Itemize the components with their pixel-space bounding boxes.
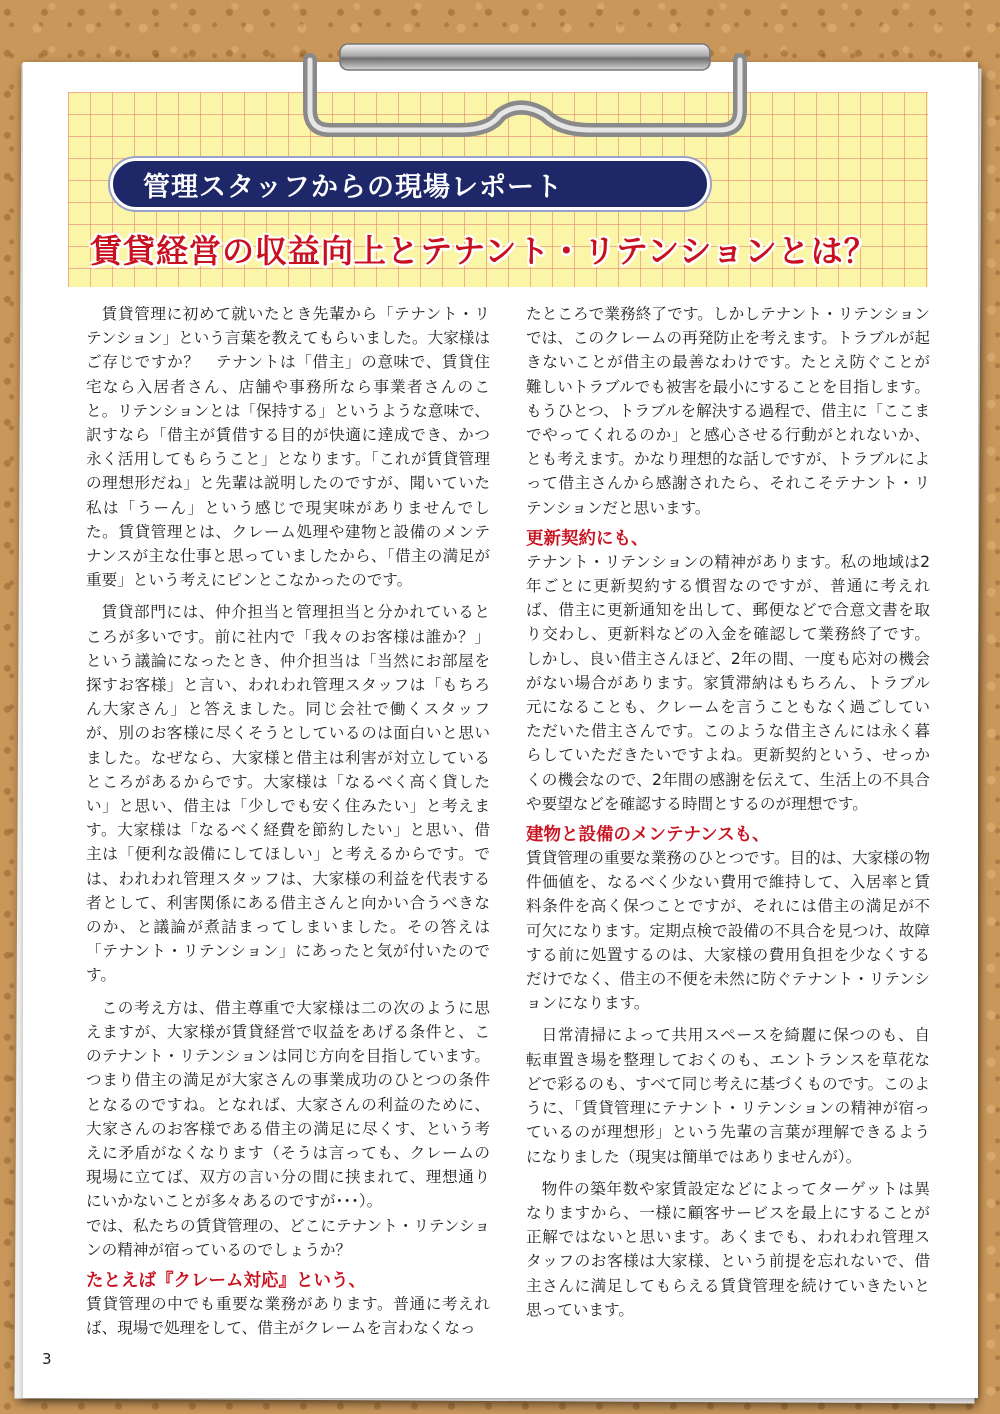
article-column-right [526,302,930,1330]
page-headline: 賃貸経営の収益向上とテナント・リテンションとは？ [90,232,877,270]
section-heading: たとえば『クレーム対応』という、 [86,1270,366,1291]
paragraph: この考え方は、借主尊重で大家様は二の次のように思えますが、大家様が賃貸経営で収益をあげる条件と、このテナント・リテンションは同じ方向を目指しています。つまり借主の満足が大家さんの事業成功のひとつの条件となるのですね。となれば、大家さんの利益のために、大家さんのお客様である借主の満足に尽くす、という考えに矛盾がなくなります（そうは言っても、クレームの現場に立てば、双方の言い分の間に挟まれて、理想通りにいかないことが多々あるのですが･･･）。 [86,998,490,1211]
paragraph: 賃貸部門には、仲介担当と管理担当と分かれているところが多いです。前に社内で「我々のお客様は誰か？」という議論になったとき、仲介担当は「当然にお部屋を探すお客様」と言い、われわれ管理スタッフは「もちろん大家さん」と答えました。同じ会社で働くスタッフが、別のお客様に尽くそうとしているのは面白いと思いました。なぜなら、大家様と借主は利害が対立しているところがあるからです。大家様は「なるべく高く貸したい」と思い、借主は「少しでも安く住みたい」と考えます。大家様は「なるべく経費を節約したい」と思い、借主は「便利な設備にしてほしい」と考えるからです。では、われわれ管理スタッフは、大家様の利益を代表する者として、利害関係にある借主さんと向かい合うべきなのか、と議論が煮詰まってしまいました。その答えは「テナント・リテンション」にあったと気が付いたのです。 [86,603,490,985]
section-heading: 更新契約にも、 [526,528,649,549]
paragraph: 賃貸管理の中でも重要な業務があります。普通に考えれば、現場で処理をして、借主がクレームを言わなくなっ [86,1294,490,1338]
clipboard-clip-icon [290,40,765,150]
paragraph: 物件の築年数や家賃設定などによってターゲットは異なりますから、一様に顧客サービスを最上にすることが正解ではないと思います。あくまでも、われわれ管理スタッフのお客様は大家様、という前提を忘れないで、借主さんに満足してもらえる賃貸管理を続けていきたいと思っています。 [526,1179,930,1319]
series-title-banner [110,158,710,210]
section-heading: 建物と設備のメンテナンスも、 [526,825,770,846]
paragraph: 賃貸管理に初めて就いたとき先輩から「テナント・リテンション」という言葉を教えてもらいました。大家様はご存じですか？ テナントは「借主」の意味で、賃貸住宅なら入居者さん、店舗や事務所なら事業者さんのこと。リテンションとは「保持する」というような意味で、訳すなら「借主が賃借する目的が快適に達成でき、かつ永く活用してもらうこと」となります。「これが賃貸管理の理想形だね」と先輩は説明したのですが、聞いていた私は「うーん」という感じで現実味がありませんでした。賃貸管理とは、クレーム処理や建物と設備のメンテナンスが主な仕事と思っていましたから、「借主の満足が重要」という考えにピンとこなかったのです。 [86,305,490,590]
paragraph: 日常清掃によって共用スペースを綺麗に保つのも、自転車置き場を整理しておくのも、エントランスを草花などで彩るのも、すべて同じ考えに基づくものです。このように、「賃貸管理にテナント・リテンションの精神が宿っているのが理想形」という先輩の言葉が理解できるようになりました（現実は簡単ではありませんが）。 [526,1026,930,1166]
series-title: 管理スタッフからの現場レポート [143,171,563,203]
article-column-left [86,302,490,1348]
paragraph: では、私たちの賃貸管理の、どこにテナント・リテンションの精神が宿っているのでしょうか？ [86,1216,490,1259]
paragraph: たところで業務終了です。しかしテナント・リテンションでは、このクレームの再発防止を考えます。トラブルが起きないことが借主の最善なわけです。たとえ防ぐことが難しいトラブルでも被害を最小にすることを目指します。もうひとつ、トラブルを解決する過程で、借主に「ここまでやってくれるのか」と感心させる行動がとれないか、とも考えます。かなり理想的な話しですが、トラブルによって借主さんから感謝されたら、それこそテナント・リテンションだと思います。 [526,305,930,517]
paragraph: テナント・リテンションの精神があります。私の地域は2年ごとに更新契約する慣習なのですが、普通に考えれば、借主に更新通知を出して、郵便などで合意文書を取り交わし、更新料などの入金を確認して業務終了です。しかし、良い借主さんほど、2年の間、一度も応対の機会がない場合があります。家賃滞納はもちろん、トラブル元になることも、クレームを言うこともなく過ごしていただいた借主さんです。このような借主さんには永く暮らしていただきたいですよね。更新契約という、せっかくの機会なので、2年間の感謝を伝えて、生活上の不具合や要望などを確認する時間とするのが理想です。 [526,552,930,813]
paragraph: 賃貸管理の重要な業務のひとつです。目的は、大家様の物件価値を、なるべく少ない費用で維持して、入居率と賃料条件を高く保つことですが、それには借主の満足が不可欠になります。定期点検で設備の不具合を見つけ、故障する前に処置するのは、大家様の費用負担を少なくするだけでなく、借主の不便を未然に防ぐテナント・リテンションになります。 [526,849,930,1013]
page-number: 3 [42,1350,52,1368]
